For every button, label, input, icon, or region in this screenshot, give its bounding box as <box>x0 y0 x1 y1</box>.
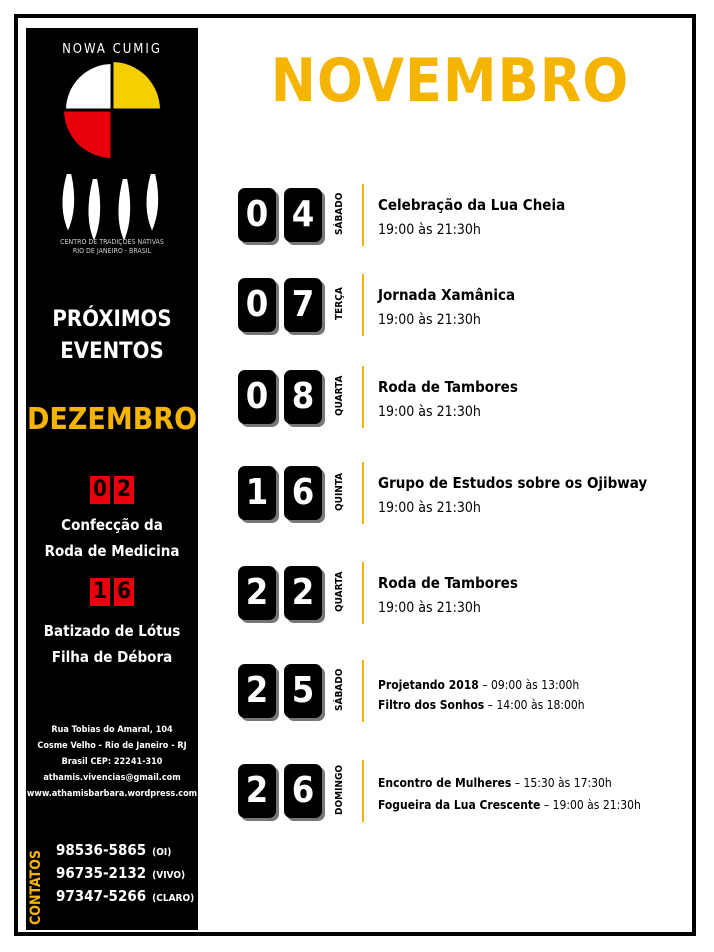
date-digit: 6 <box>284 764 322 818</box>
event-title: Jornada Xamânica <box>378 286 516 304</box>
date-digit: 0 <box>238 278 276 332</box>
divider <box>362 462 364 524</box>
month-title: NOVEMBRO <box>270 46 630 116</box>
side-event-date <box>26 578 198 606</box>
event-title: Grupo de Estudos sobre os Ojibway <box>378 474 648 492</box>
event-line <box>378 698 585 712</box>
event-line <box>378 776 612 790</box>
phone-number: 98536-5865 <box>56 841 147 859</box>
event-weekday: QUINTA <box>334 472 345 512</box>
event-row <box>234 366 674 446</box>
phone-number: 96735-2132 <box>56 864 147 882</box>
event-weekday: DOMINGO <box>334 765 345 815</box>
sidebar <box>26 28 198 930</box>
event-date <box>238 188 328 248</box>
event-time: 19:00 às 21:30h <box>378 312 481 328</box>
event-title: Celebração da Lua Cheia <box>378 196 566 214</box>
date-digit: 6 <box>114 578 134 606</box>
event-time: – 09:00 às 13:00h <box>478 678 580 692</box>
logo-subtitle-line: RIO DE JANEIRO - BRASIL <box>72 247 152 255</box>
event-title: Roda de Tambores <box>378 574 518 592</box>
logo-subtitle <box>26 238 198 256</box>
phone-item[interactable] <box>56 840 196 863</box>
event-date <box>238 566 328 626</box>
side-event-line: Batizado de Lótus <box>43 622 181 640</box>
event-row <box>234 760 674 840</box>
event-date <box>238 664 328 724</box>
event-time: – 19:00 às 21:30h <box>540 798 641 812</box>
contacts-label: CONTATOS <box>28 849 44 925</box>
phone-item[interactable] <box>56 886 196 909</box>
event-row <box>234 660 674 740</box>
event-time: 19:00 às 21:30h <box>378 404 481 420</box>
date-digit: 1 <box>238 466 276 520</box>
side-event-text <box>26 618 198 670</box>
address-line: Brasil CEP: 22241-310 <box>61 757 163 767</box>
date-digit: 2 <box>238 764 276 818</box>
side-event-line: Confecção da <box>61 516 163 534</box>
phone-item[interactable] <box>56 863 196 886</box>
event-title: Filtro dos Sonhos <box>378 698 485 712</box>
date-digit: 8 <box>284 370 322 424</box>
divider <box>362 660 364 722</box>
date-digit: 0 <box>90 476 110 504</box>
divider <box>362 760 364 822</box>
side-event-date <box>26 476 198 504</box>
event-weekday: SÁBADO <box>334 192 345 236</box>
event-weekday: SÁBADO <box>334 668 345 712</box>
upcoming-events-heading <box>26 304 198 368</box>
side-event-line: Roda de Medicina <box>44 542 180 560</box>
address-line: Rua Tobias do Amaral, 104 <box>51 725 173 735</box>
event-date <box>238 370 328 430</box>
website-link[interactable]: www.athamisbarbara.wordpress.com <box>26 789 198 799</box>
event-date <box>238 278 328 338</box>
phone-carrier: (CLARO) <box>152 893 195 904</box>
event-line <box>378 798 641 812</box>
date-digit: 2 <box>238 566 276 620</box>
divider <box>362 274 364 336</box>
heading-line: PRÓXIMOS <box>52 307 172 332</box>
event-time: 19:00 às 21:30h <box>378 500 481 516</box>
date-digit: 6 <box>284 466 322 520</box>
date-digit: 2 <box>238 664 276 718</box>
event-weekday: QUARTA <box>334 375 345 417</box>
phone-carrier: (VIVO) <box>152 870 186 881</box>
event-title: Projetando 2018 <box>378 678 479 692</box>
event-line <box>378 678 579 692</box>
event-row <box>234 184 674 264</box>
event-row <box>234 562 674 642</box>
divider <box>362 184 364 246</box>
phone-list <box>56 840 196 909</box>
date-digit: 0 <box>238 188 276 242</box>
heading-line: EVENTOS <box>60 339 164 364</box>
email-link[interactable]: athamis.vivencias@gmail.com <box>43 773 181 783</box>
divider <box>362 366 364 428</box>
event-time: 19:00 às 21:30h <box>378 600 481 616</box>
event-time: – 14:00 às 18:00h <box>484 698 585 712</box>
date-digit: 4 <box>284 188 322 242</box>
next-month-title: DEZEMBRO <box>26 402 198 437</box>
divider <box>362 562 364 624</box>
phone-carrier: (OI) <box>152 847 172 858</box>
date-digit: 0 <box>238 370 276 424</box>
date-digit: 5 <box>284 664 322 718</box>
event-date <box>238 764 328 824</box>
logo-subtitle-line: CENTRO DE TRADIÇÕES NATIVAS <box>60 238 164 246</box>
event-title: Roda de Tambores <box>378 378 518 396</box>
phone-number: 97347-5266 <box>56 887 147 905</box>
medicine-wheel-logo <box>52 58 172 258</box>
date-digit: 2 <box>284 566 322 620</box>
event-row <box>234 274 674 354</box>
side-event-line: Filha de Débora <box>51 648 173 666</box>
event-weekday: TERÇA <box>334 287 345 321</box>
event-title: Encontro de Mulheres <box>378 776 512 790</box>
event-weekday: QUARTA <box>334 571 345 613</box>
address-line: Cosme Velho - Rio de Janeiro - RJ <box>37 741 187 751</box>
date-digit: 2 <box>114 476 134 504</box>
date-digit: 1 <box>90 578 110 606</box>
address-block <box>26 722 198 802</box>
side-event-text <box>26 512 198 564</box>
event-date <box>238 466 328 526</box>
logo-title: NOWA CUMIG <box>62 42 162 57</box>
date-digit: 7 <box>284 278 322 332</box>
event-time: 19:00 às 21:30h <box>378 222 481 238</box>
event-title: Fogueira da Lua Crescente <box>378 798 541 812</box>
event-time: – 15:30 às 17:30h <box>511 776 612 790</box>
event-row <box>234 462 674 542</box>
